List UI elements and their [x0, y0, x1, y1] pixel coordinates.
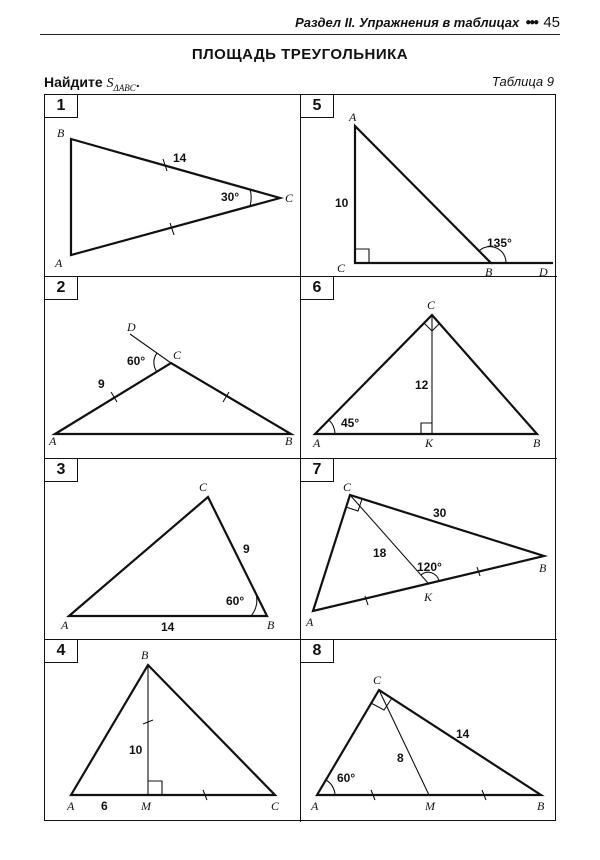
vertex-label-c: C	[173, 347, 182, 362]
vertex-label-b: B	[533, 435, 541, 450]
side-value: 14	[173, 151, 187, 165]
angle-value: 60°	[127, 353, 146, 368]
problem-number: 1	[44, 94, 78, 118]
angle-arc	[154, 353, 157, 372]
problem-7	[301, 459, 557, 641]
angle-arc	[326, 780, 335, 795]
height-value: 10	[129, 743, 143, 758]
problem-number: 5	[300, 94, 334, 118]
side-value: 14	[456, 727, 470, 742]
vertex-label-a: A	[61, 617, 69, 632]
page-header	[295, 14, 560, 31]
vertex-label-c: C	[373, 673, 382, 688]
problem-2	[45, 277, 301, 459]
height-value: 12	[415, 377, 429, 392]
angle-value: 120°	[417, 559, 442, 574]
problem-3	[45, 459, 301, 641]
vertex-label-c: C	[427, 297, 436, 312]
vertex-label-c: C	[337, 261, 346, 275]
vertex-label-a: A	[55, 256, 63, 270]
vertex-label-k: K	[424, 589, 433, 604]
angle-value: 30°	[221, 190, 240, 204]
side-value: 9	[98, 376, 105, 391]
page-title: ПЛОЩАДЬ ТРЕУГОЛЬНИКА	[191, 46, 409, 63]
triangle-figure-2	[45, 277, 300, 458]
triangle	[355, 126, 491, 263]
task-prefix: Найдите	[44, 74, 103, 90]
problem-5	[301, 95, 557, 277]
problem-4	[45, 640, 301, 822]
vertex-label-c: C	[199, 479, 208, 494]
vertex-label-b: B	[485, 265, 493, 279]
problem-number: 3	[44, 458, 78, 482]
vertex-label-c: C	[285, 191, 294, 205]
header-dots: ●●●	[525, 17, 538, 28]
triangle-figure-7	[301, 459, 557, 640]
right-angle-mark	[421, 423, 432, 434]
problems-grid	[44, 94, 556, 821]
vertex-label-a: A	[306, 614, 314, 629]
triangle	[71, 665, 275, 795]
side-value: 30	[433, 505, 447, 520]
vertex-label-d: D	[127, 319, 136, 334]
side-value-2: 14	[161, 619, 175, 634]
vertex-label-b: B	[539, 560, 547, 575]
angle-value: 60°	[337, 771, 356, 786]
problem-number: 6	[300, 276, 334, 300]
task-math: $S_{\Delta ABC}$	[106, 76, 136, 93]
angle-value: 135°	[487, 236, 512, 250]
triangle-figure-4	[45, 640, 300, 822]
vertex-label-c: C	[271, 799, 280, 814]
angle-arc	[329, 420, 335, 434]
vertex-label-a: A	[311, 799, 319, 814]
triangle	[55, 363, 291, 434]
angle-arc	[250, 189, 251, 206]
task-instruction	[44, 74, 140, 93]
vertex-label-b: B	[141, 648, 149, 663]
problem-6	[301, 277, 557, 459]
side-value: 10	[335, 196, 349, 210]
right-angle-mark	[355, 249, 369, 263]
median-value: 18	[373, 545, 387, 560]
segment-value: 6	[101, 799, 108, 814]
triangle-figure-5	[301, 95, 557, 279]
triangle-figure-8	[301, 640, 557, 822]
problem-1	[45, 95, 301, 277]
triangle-figure-3	[45, 459, 300, 640]
angle-arc	[251, 594, 257, 616]
vertex-label-a: A	[49, 433, 57, 448]
header-rule	[40, 34, 560, 35]
right-angle-mark	[148, 781, 162, 795]
table-label: Таблица 9	[491, 74, 554, 89]
vertex-label-a: A	[313, 435, 321, 450]
side-value-1: 9	[243, 541, 250, 556]
problem-number: 7	[300, 458, 334, 482]
problem-number: 2	[44, 276, 78, 300]
problem-8	[301, 640, 557, 822]
vertex-label-a: A	[67, 799, 75, 814]
vertex-label-b: B	[57, 126, 65, 140]
vertex-label-b: B	[537, 799, 545, 814]
tick-mark	[170, 223, 174, 235]
task-math-sub: ΔABC	[113, 82, 136, 93]
vertex-label-m: M	[141, 799, 151, 814]
problem-number: 4	[44, 639, 78, 663]
page-number: 45	[543, 14, 560, 31]
angle-value: 60°	[226, 593, 245, 608]
median-value: 8	[397, 751, 404, 766]
vertex-label-m: M	[425, 799, 435, 814]
vertex-label-c: C	[343, 479, 352, 494]
triangle-figure-6	[301, 277, 557, 458]
vertex-label-a: A	[349, 110, 357, 124]
vertex-label-d: D	[539, 265, 548, 279]
problem-number: 8	[300, 639, 334, 663]
vertex-label-b: B	[285, 433, 293, 448]
vertex-label-b: B	[267, 617, 275, 632]
angle-value: 45°	[341, 415, 360, 430]
task-suffix: .	[135, 74, 140, 90]
vertex-label-k: K	[425, 435, 434, 450]
section-title: Раздел II. Упражнения в таблицах	[295, 15, 520, 30]
triangle-figure-1	[45, 95, 300, 276]
